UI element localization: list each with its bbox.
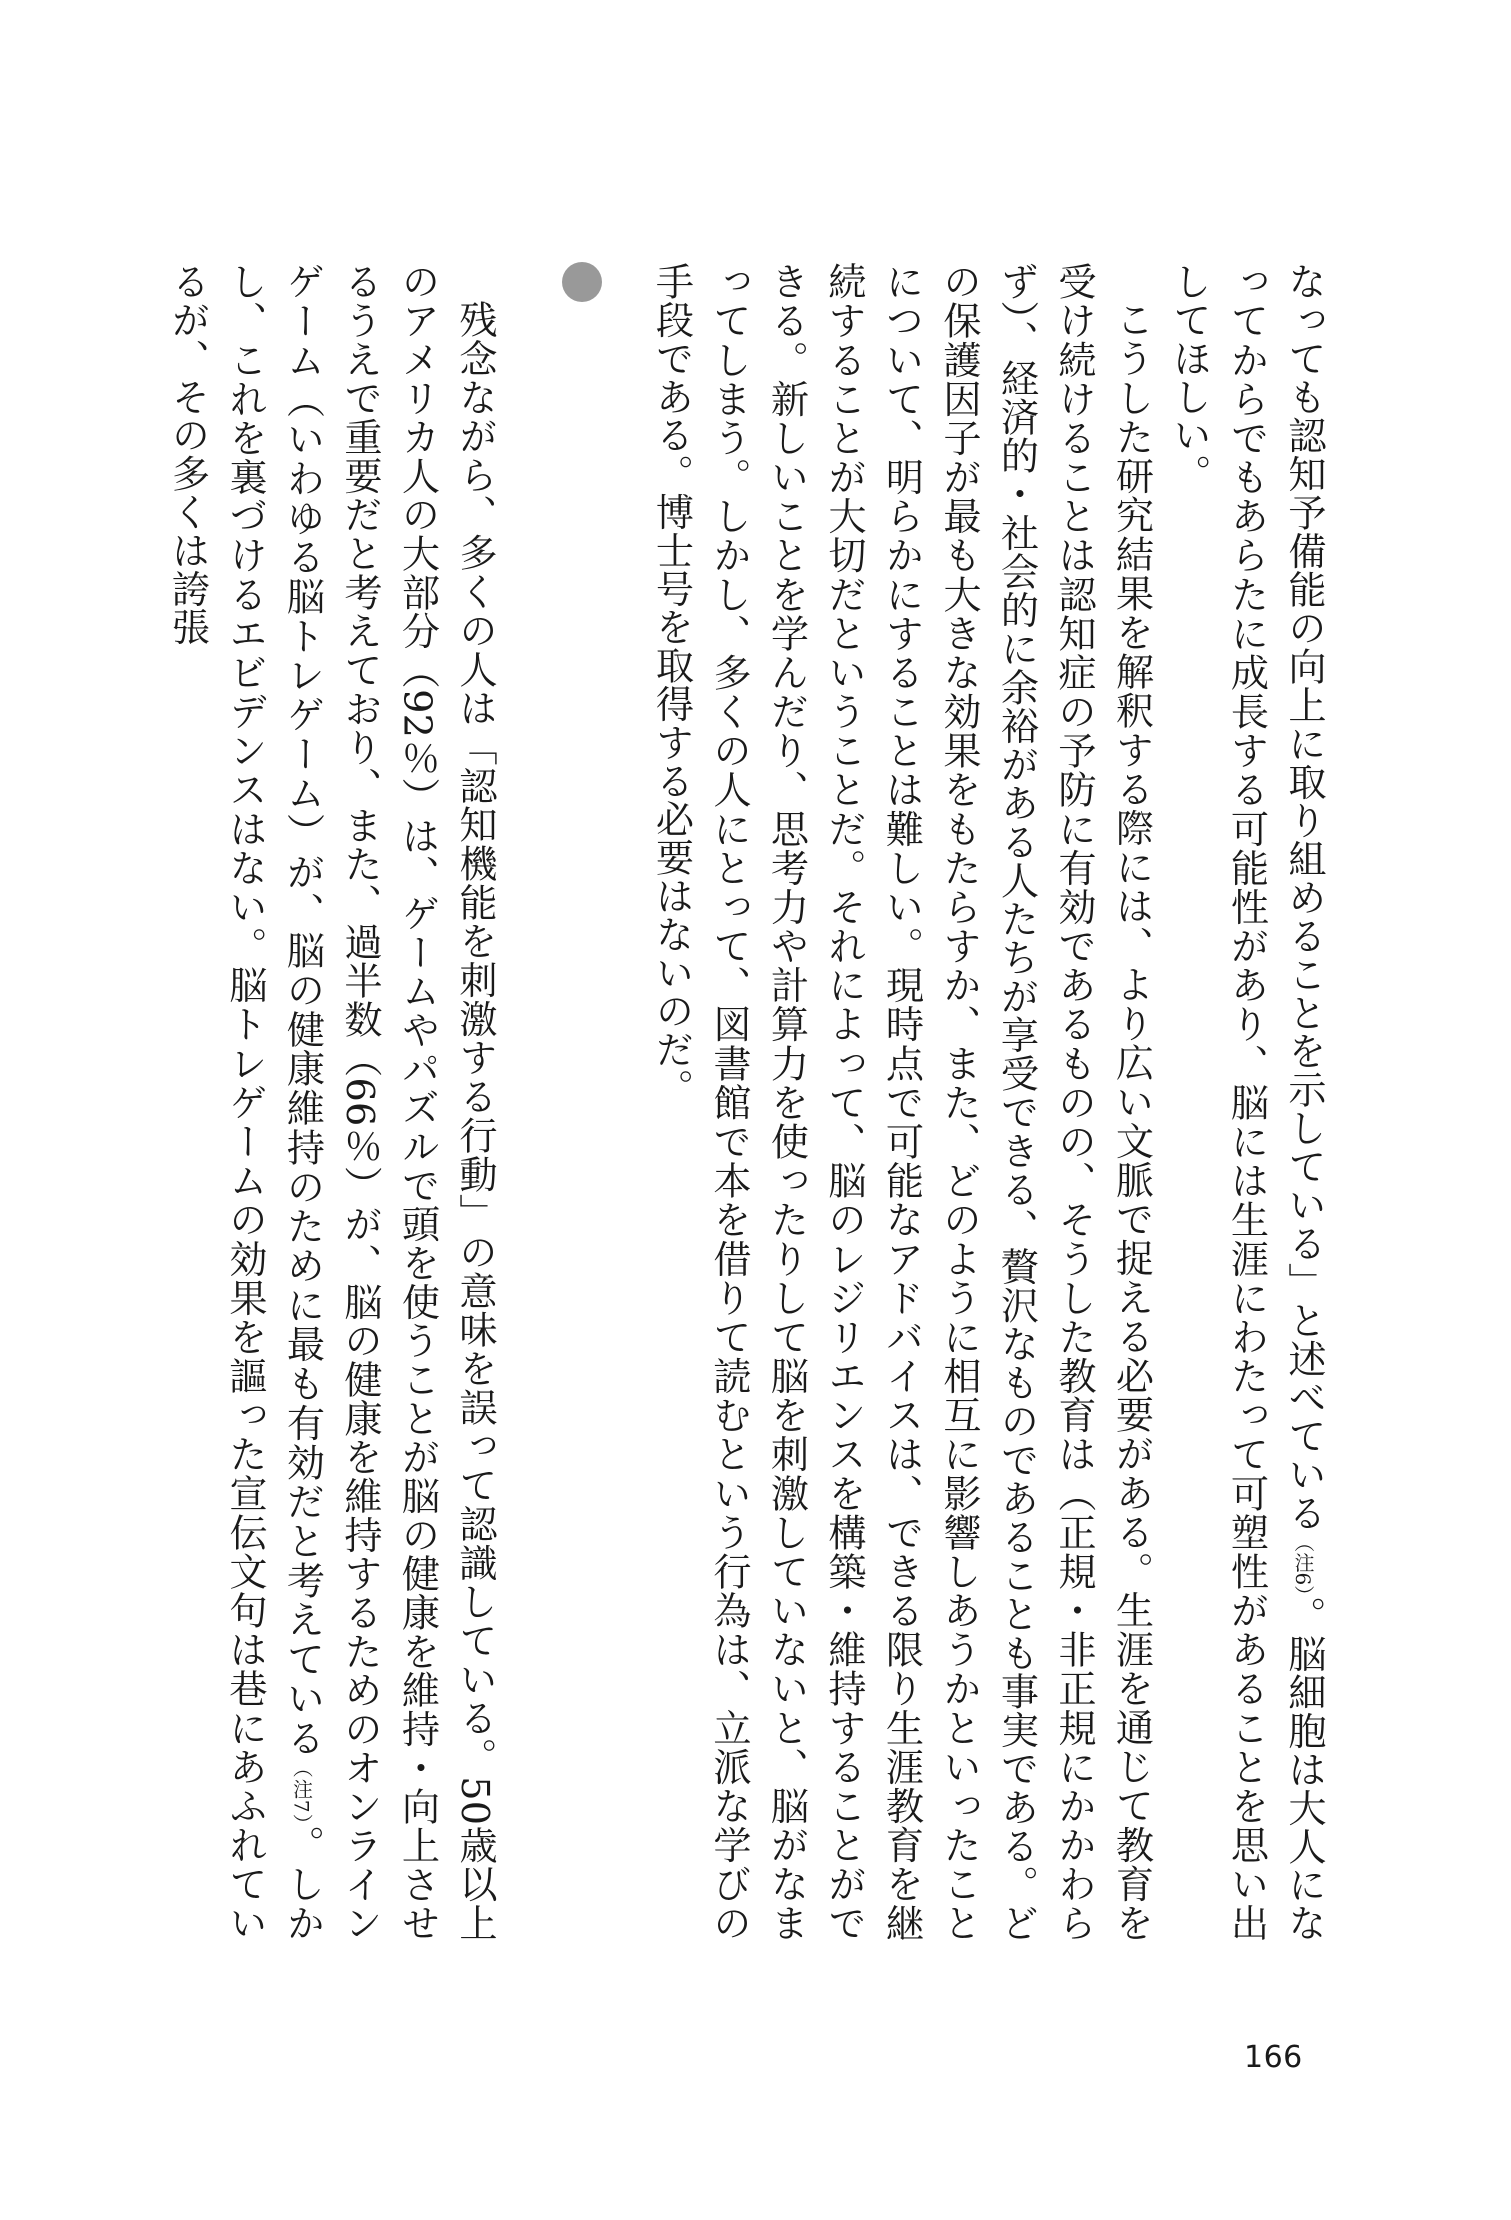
footnote-ref-6: （注6） [1291,1531,1315,1596]
section-heading [541,262,602,1942]
paragraph-3-text-a: 残念ながら、多くの人は「認知機能を刺激する行動」の意味を誤って認識している。50歳以上のアメリカ人の大部分（92％）は、ゲームやパズルで頭を使うことが脳の健康を維持・向上させるうえで重要だと考えており、また、過半数（66％）が、脳の健康を維持するためのオンラインゲーム（いわゆる脳トレゲーム）が、脳の健康維持のために最も有効だと考えている [279,262,496,1942]
paragraph-3 [157,262,502,1942]
paragraph-1 [1159,262,1332,1942]
paragraph-2: こうした研究結果を解釈する際には、より広い文脈で捉える必要がある。生涯を通じて教育を受け続けることは認知症の予防に有効であるものの、そうした教育は（正規・非正規にかかわらず）、経済的・社会的に余裕がある人たちが享受できる、贅沢なものであることも事実である。どの保護因子が最も大きな効果をもたらすか、また、どのように相互に影響しあうかといったことについて、明らかにすることは難しい。現時点で可能なアドバイスは、できる限り生涯教育を継続することが大切だということだ。それによって、脳のレジリエンスを構築・維持することができる。新しいことを学んだり、思考力や計算力を使ったりして脳を刺激していないと、脳がなまってしまう。しかし、多くの人にとって、図書館で本を借りて読むという行為は、立派な学びの手段である。博士号を取得する必要はないのだ。 [648,262,1153,1942]
footnote-ref-7: （注7） [289,1757,314,1825]
vertical-text-body [164,262,1331,1943]
paragraph-1-text-b: 。脳細胞は大人になってからでもあらたに成長する可能性があり、脳には生涯にわたって可塑性があることを思い出してほしい。 [1166,262,1325,1943]
page-number: 166 [1244,2040,1303,2075]
paragraph-3-text-b: 。しかし、これを裏づけるエビデンスはない。脳トレゲームの効果を謳った宣伝文句は巷にあふれているが、その多くは誇張 [164,262,324,1943]
heading-bullet-icon [562,262,602,302]
paragraph-1-text-a: なっても認知予備能の向上に取り組めることを示している」と述べている [1281,262,1325,1532]
